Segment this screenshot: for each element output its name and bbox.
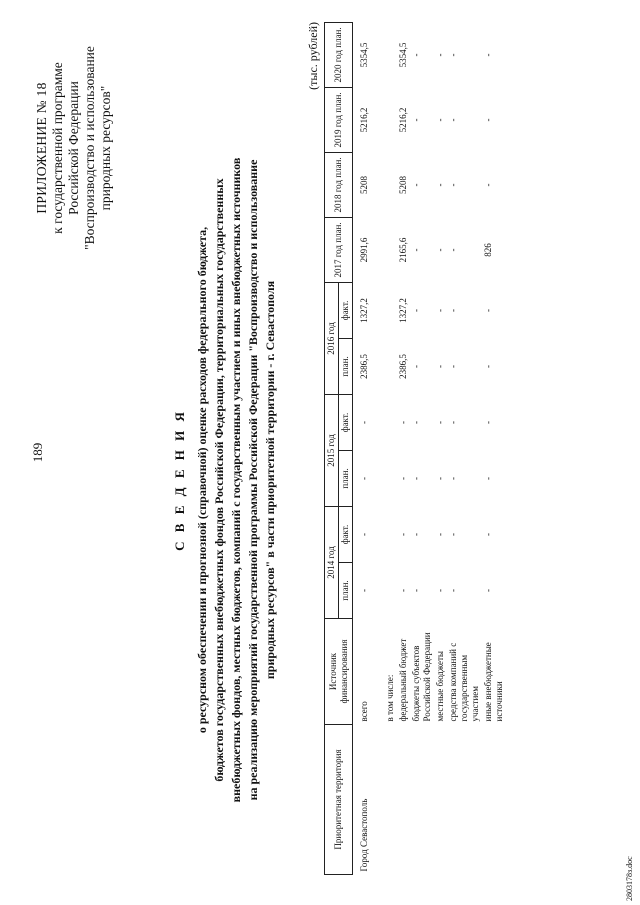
value-cell: - [448,364,458,368]
appendix-line: к государственной программе [50,62,65,234]
header-year-2019: 2019 год план. [325,87,353,152]
value-cell: - [411,589,421,592]
value-cell: 2386,5 [359,354,369,379]
value-cell: - [398,420,408,424]
value-cell: 5216,2 [359,107,369,133]
heading-line: на реализацию мероприятий государственной программы Российской Федерации "Воспроизводство и использование [246,159,260,801]
value-cell: - [448,308,458,312]
value-cell: 5208 [398,175,408,194]
value-cell [371,22,397,87]
heading-line: природных ресурсов" в части приоритетной территории - г. Севастополя [263,280,277,680]
source-cell: иные внебюджетные источники [483,642,504,722]
value-cell [371,338,397,394]
value-cell: - [483,183,493,187]
units-label: (тыс. рублей) [306,22,320,90]
value-cell: - [483,589,493,592]
document-heading [172,85,279,875]
value-cell: - [435,533,445,536]
header-year-2016: 2016 год [325,282,339,394]
value-cell: - [411,308,421,312]
page-number: 189 [30,442,45,463]
header-territory: Приоритетная территория [325,725,353,875]
value-cell [371,394,397,450]
funding-table [324,22,506,875]
header-year-2018: 2018 год план. [325,152,353,217]
value-cell: - [435,420,445,424]
header-year-2014: 2014 год [325,506,339,618]
doc-file-name: 2803178з.doc [625,856,634,901]
value-cell: - [483,118,493,122]
source-cell: бюджеты субъектов Российской Федерации [411,632,432,722]
value-cell: - [448,53,458,57]
value-cell: - [411,183,421,187]
territory-cell: Город Севастополь [359,798,369,872]
value-cell: - [483,533,493,536]
header-plan: план. [339,563,353,619]
value-cell: - [448,476,458,480]
appendix-block [34,28,114,268]
value-cell: - [483,53,493,57]
value-cell: - [411,533,421,536]
value-cell: 826 [483,243,493,257]
value-cell [371,506,397,562]
value-cell: 2165,6 [398,237,408,263]
value-cell: - [435,308,445,312]
value-cell: - [435,476,445,480]
heading-title: С В Е Д Е Н И Я [172,409,187,551]
value-cell: - [411,53,421,57]
value-cell: - [398,589,408,592]
heading-line: внебюджетных фондов, местных бюджетов, компаний с государственным участием и иных внебюджетных источников [229,157,243,803]
appendix-line: природных ресурсов" [98,85,113,211]
header-source: Источник финансирования [325,619,353,725]
source-cell: в том числе: [385,674,395,722]
value-cell [371,87,397,152]
header-year-2015: 2015 год [325,394,339,506]
value-cell: - [435,53,445,57]
value-cell: - [448,533,458,536]
source-cell: федеральный бюджет [398,638,408,722]
value-cell [371,217,397,282]
header-fact: факт. [339,282,353,338]
value-cell: - [448,183,458,187]
header-fact: факт. [339,506,353,562]
value-cell: - [435,364,445,368]
value-cell: - [483,476,493,480]
value-cell: - [448,589,458,592]
value-cell: 1327,2 [359,298,369,323]
value-cell [371,282,397,338]
value-cell: - [483,308,493,312]
value-cell: 2386,5 [398,354,408,379]
value-cell [371,152,397,217]
value-cell: - [411,248,421,252]
appendix-line: ПРИЛОЖЕНИЕ № 18 [34,82,49,214]
value-cell: - [359,420,369,424]
value-cell: - [448,118,458,122]
value-cell: 5354,5 [359,42,369,68]
source-cell: всего [359,701,369,722]
value-cell: 1327,2 [398,298,408,323]
header-fact: факт. [339,394,353,450]
value-cell [371,563,397,619]
value-cell: - [483,364,493,368]
value-cell: 2991,6 [359,237,369,263]
source-cell: средства компаний с государственным участием [448,642,480,722]
value-cell: - [435,248,445,252]
heading-line: о ресурсном обеспечении и прогнозной (справочной) оценке расходов федерального бюджета, [195,226,209,734]
header-plan: план. [339,338,353,394]
value-cell: - [398,476,408,480]
value-cell: - [398,533,408,536]
value-cell: - [411,364,421,368]
value-cell: - [435,183,445,187]
value-cell: - [359,533,369,536]
heading-line: бюджетов государственных внебюджетных фондов Российской Федерации, территориальных государственных [212,178,226,782]
value-cell: - [411,420,421,424]
value-cell: 5216,2 [398,107,408,133]
appendix-line: Российской Федерации [66,81,81,215]
value-cell: - [359,476,369,480]
value-cell: - [435,589,445,592]
value-cell: 5208 [359,175,369,194]
value-cell: - [435,118,445,122]
value-cell: - [448,248,458,252]
value-cell: - [411,476,421,480]
table-body [353,22,507,874]
table-row [353,22,372,874]
header-year-2017: 2017 год план. [325,217,353,282]
value-cell: - [411,118,421,122]
source-cell: местные бюджеты [435,651,445,722]
value-cell: - [483,420,493,424]
value-cell: - [359,589,369,592]
header-plan: план. [339,450,353,506]
value-cell [371,450,397,506]
header-year-2020: 2020 год план. [325,22,353,87]
value-cell: - [448,420,458,424]
appendix-line: "Воспроизводство и использование [82,46,97,250]
value-cell: 5354,5 [398,42,408,68]
